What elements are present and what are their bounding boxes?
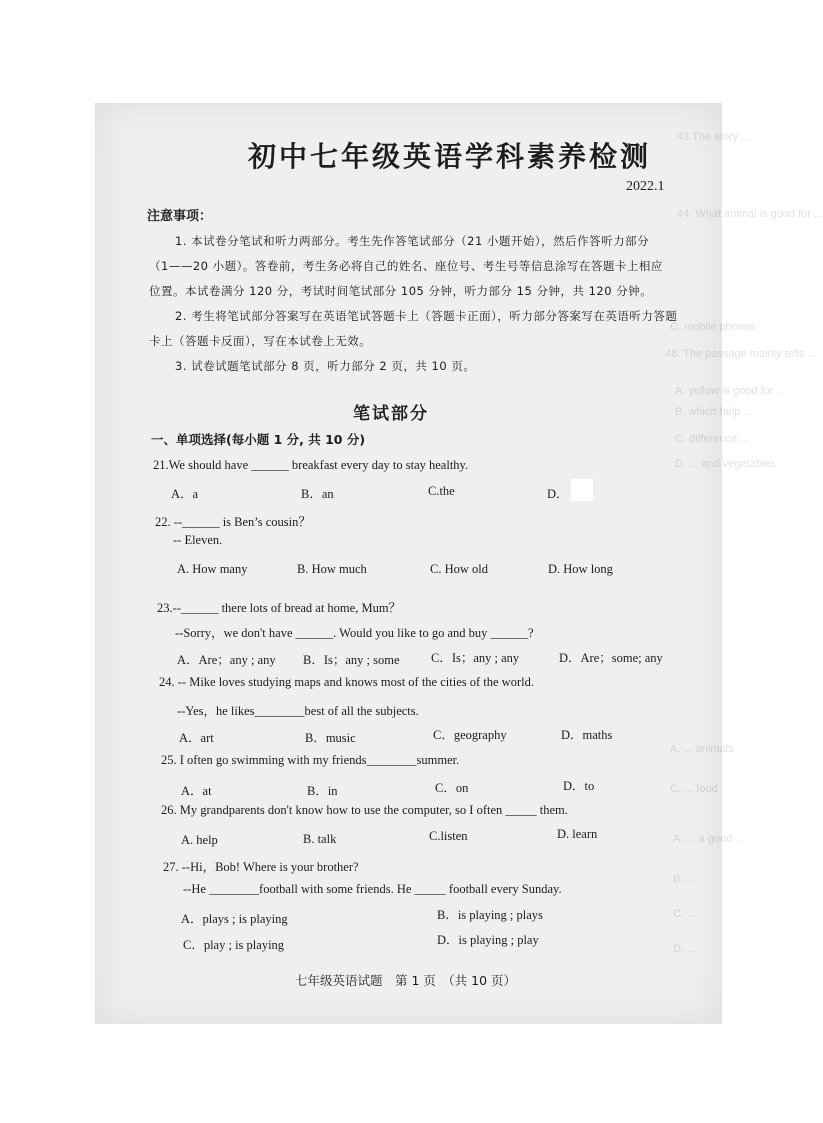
option-b: B．music (305, 731, 356, 745)
bleed-through-text: C. mobile phones (670, 321, 756, 333)
option-b: B．in (307, 784, 338, 798)
bleed-through-text: B. ... (673, 873, 696, 885)
section-title: 笔试部分 (353, 404, 429, 424)
note-line: 卡上（答题卡反面），写在本试卷上无效。 (149, 334, 372, 348)
option-a: A．art (179, 731, 214, 745)
option-a: A. help (181, 833, 218, 847)
note-line: 位置。本试卷满分 120 分，考试时间笔试部分 105 分钟，听力部分 15 分钟，共 120 分钟。 (149, 284, 653, 298)
option-a: A．Are；any ; any (177, 653, 276, 667)
note-line: 1. 本试卷分笔试和听力两部分。考生先作答笔试部分（21 小题开始），然后作答听力部分 (175, 234, 650, 248)
bleed-through-text: A. yellow is good for ... (675, 385, 786, 397)
exam-paper (95, 103, 823, 1024)
note-line: 2. 考生将笔试部分答案写在英语笔试答题卡上（答题卡正面），听力部分答案写在英语听力答题 (175, 309, 678, 323)
part-heading: 一、单项选择(每小题 1 分, 共 10 分) (151, 432, 366, 447)
option-d: D．maths (561, 728, 613, 742)
option-d: D．Are；some; any (559, 651, 663, 665)
bleed-through-text: A. ... a good ... (673, 833, 745, 845)
option-a: A. How many (177, 562, 248, 576)
question-response: --Sorry，we don't have ______. Would you like to go and buy ______? (175, 626, 534, 640)
bleed-through-text: D. ... (673, 943, 697, 955)
option-c: C.the (428, 484, 455, 498)
bleed-through-text: C. ... (673, 908, 697, 920)
bleed-through-text: C. ... food (670, 783, 718, 795)
question-stem: 22. --______ is Ben’s cousin？ (155, 515, 311, 529)
option-a: A．at (181, 784, 212, 798)
option-b: B．an (301, 487, 334, 501)
bleed-through-text: 44. What animal is good for ... (677, 208, 823, 220)
option-d: D． (547, 487, 569, 501)
option-d: D．is playing ; play (437, 933, 539, 947)
exam-title: 初中七年级英语学科素养检测 (248, 140, 652, 173)
bleed-through-text: 48. The passage mainly tells ... (665, 348, 817, 360)
question-stem: 21.We should have ______ breakfast every day to stay healthy. (153, 458, 469, 472)
note-line: 3. 试卷试题笔试部分 8 页，听力部分 2 页，共 10 页。 (175, 359, 476, 373)
option-c: C.listen (429, 829, 468, 843)
option-c: C．on (435, 781, 469, 795)
option-a: A．a (171, 487, 199, 501)
covered-answer-patch (571, 479, 593, 501)
question-stem: 26. My grandparents don't know how to use the computer, so I often _____ them. (161, 803, 568, 817)
option-c: C. How old (430, 562, 488, 576)
bleed-through-text: A. ... animals (670, 743, 734, 755)
option-d: D. How long (548, 562, 613, 576)
note-line: （1——20 小题）。答卷前，考生务必将自己的姓名、座位号、考生号等信息涂写在答题卡上相应 (149, 259, 663, 273)
question-stem: 24. -- Mike loves studying maps and knows most of the cities of the world. (159, 675, 534, 689)
question-response: --He ________football with some friends. He _____ football every Sunday. (183, 882, 562, 896)
bleed-through-text: C. difference ... (675, 433, 750, 445)
question-stem: 25. I often go swimming with my friends________summer. (161, 753, 460, 767)
option-d: D. learn (557, 827, 598, 841)
option-b: B．is playing ; plays (437, 908, 543, 922)
option-b: B．Is；any ; some (303, 653, 400, 667)
option-b: B. talk (303, 832, 337, 846)
option-c: C．play ; is playing (183, 938, 285, 952)
notes-heading: 注意事项： (147, 209, 213, 224)
bleed-through-text: D. ... and vegetables (675, 458, 776, 470)
option-a: A．plays ; is playing (181, 912, 288, 926)
question-stem: 27. --Hi，Bob! Where is your brother? (163, 860, 359, 874)
exam-date: 2022.1 (626, 179, 665, 194)
page-footer: 七年级英语试题 第 1 页 （共 10 页） (295, 973, 517, 988)
question-response: -- Eleven. (173, 533, 223, 547)
option-b: B. How much (297, 562, 367, 576)
bleed-through-text: 43.The story ... (677, 131, 751, 143)
option-d: D．to (563, 779, 595, 793)
option-c: C．Is；any ; any (431, 651, 520, 665)
question-stem: 23.--______ there lots of bread at home, Mum？ (157, 601, 402, 615)
question-response: --Yes，he likes________best of all the subjects. (177, 704, 419, 718)
bleed-through-text: B. which help ... (675, 406, 753, 418)
option-c: C．geography (433, 728, 507, 742)
